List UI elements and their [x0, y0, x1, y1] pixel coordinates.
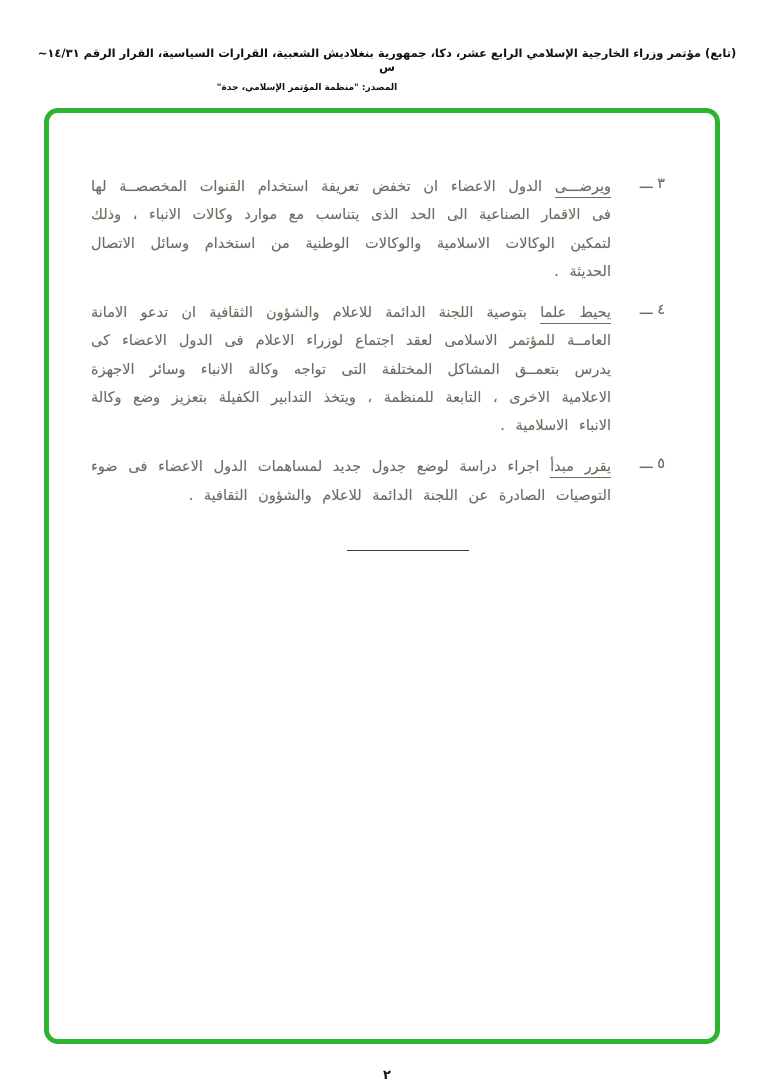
header-title: (تابع) مؤتمر وزراء الخارجية الإسلامي الرابع عشر، دكا، جمهورية بنغلاديش الشعبية، القرارات السياسية، القرار الرقم ١٤/٣١~ س [37, 46, 737, 74]
item-lead-underlined: يقرر مبدأ [550, 459, 611, 478]
item-paragraph [91, 173, 611, 286]
resolution-item [91, 173, 665, 286]
resolution-item [91, 453, 665, 510]
header-source: المصدر: "منظمة المؤتمر الإسلامي، جدة" [216, 83, 398, 93]
item-lead-underlined: ويرضـــى [555, 179, 611, 198]
scanned-text-block [49, 113, 715, 551]
item-paragraph [91, 453, 611, 510]
page-number: ٢ [383, 1068, 391, 1083]
item-number: ٣ ـــ [639, 176, 665, 192]
item-body-text: بتوصية اللجنة الدائمة للاعلام والشؤون الثقافية ان تدعو الامانة العامــة للمؤتمر الاسلامى لعقد اجتماع لوزراء الاعلام فى الدول الاعضاء كى يدرس بتعمــق المشاكل المختلفة التى تواجه وكالة الانباء وسائر الاجهزة الاعلامية الاخرى ، التابعة للمنظمة ، ويتخذ التدابير الكفيلة بتعزيز وضع وكالة الانباء الاسلامية . [91, 305, 611, 435]
item-number: ٤ ـــ [639, 302, 665, 319]
item-body-text: اجراء دراسة لوضع جدول جديد لمساهمات الدول الاعضاء فى ضوء التوصيات الصادرة عن اللجنة الدائمة للاعلام والشؤون الثقافية . [91, 459, 611, 504]
item-body-text: الدول الاعضاء ان تخفض تعريفة استخدام القنوات المخصصــة لها فى الاقمار الصناعية الى الحد الذى يتناسب مع موارد وكالات الانباء ، وذلك لتمكين الوكالات الاسلامية والوكالات الوطنية من استخدام وسائل الاتصال الحديثة . [91, 179, 611, 280]
green-border-frame [44, 108, 720, 1044]
resolution-item [91, 299, 665, 440]
section-divider [347, 550, 469, 551]
item-paragraph [91, 299, 611, 440]
document-header [0, 46, 774, 93]
item-lead-underlined: يحيط علما [540, 305, 611, 324]
item-number: ٥ ـــ [639, 456, 665, 473]
